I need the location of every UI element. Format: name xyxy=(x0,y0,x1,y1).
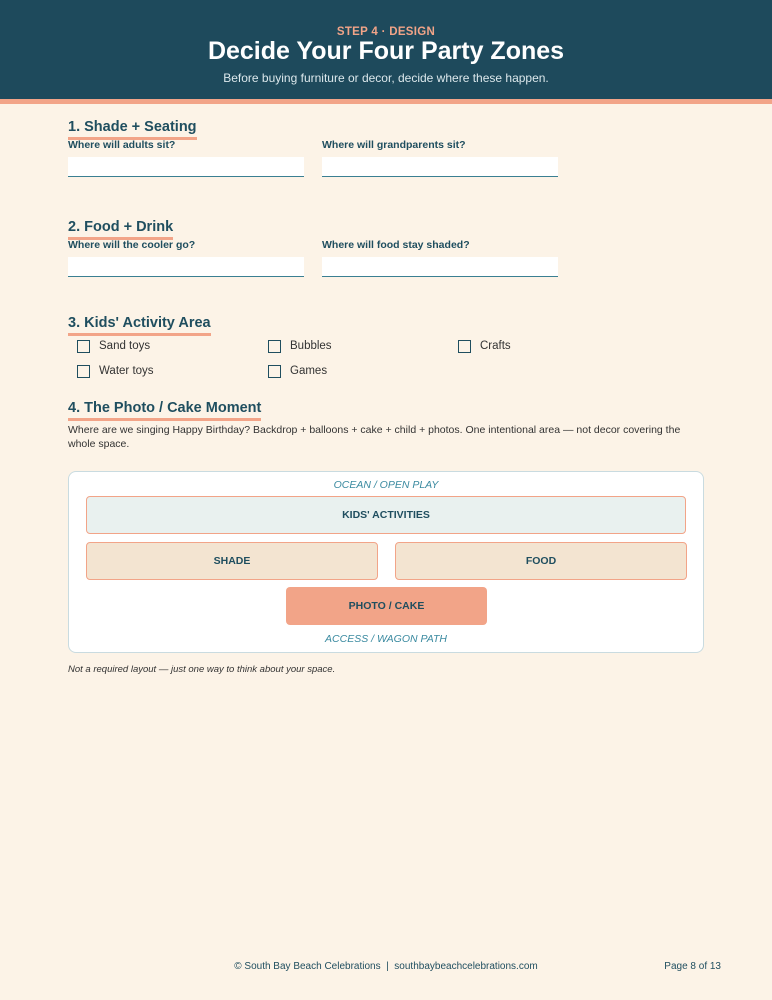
page-title: Decide Your Four Party Zones xyxy=(207,37,565,65)
grandparents-seating-input[interactable] xyxy=(322,157,558,177)
checkbox-square[interactable] xyxy=(268,365,281,378)
question-cooler-label: Where will the cooler go? xyxy=(68,239,196,251)
checkbox-square[interactable] xyxy=(77,365,90,378)
checkbox-square[interactable] xyxy=(458,340,471,353)
checkbox-crafts[interactable] xyxy=(458,338,511,354)
section-title-food: 2. Food + Drink xyxy=(68,219,173,240)
question-grandparents-label: Where will grandparents sit? xyxy=(322,139,466,151)
zone-photo-cake: PHOTO / CAKE xyxy=(286,587,487,625)
question-adults-label: Where will adults sit? xyxy=(68,139,176,151)
party-zone-diagram xyxy=(68,471,704,653)
cooler-location-input[interactable] xyxy=(68,257,304,277)
adults-seating-input[interactable] xyxy=(68,157,304,177)
zone-food: FOOD xyxy=(395,542,687,580)
diagram-bottom-caption: ACCESS / WAGON PATH xyxy=(325,633,447,645)
checkbox-label: Games xyxy=(290,365,328,377)
checkbox-square[interactable] xyxy=(268,340,281,353)
section-title-photo: 4. The Photo / Cake Moment xyxy=(68,400,261,421)
checkbox-square[interactable] xyxy=(77,340,90,353)
section-title-kids: 3. Kids' Activity Area xyxy=(68,315,211,336)
section-title-shade: 1. Shade + Seating xyxy=(68,119,197,140)
header-accent-bar xyxy=(0,99,772,104)
checkbox-label: Crafts xyxy=(480,340,511,352)
checkbox-water-toys[interactable] xyxy=(77,363,154,379)
food-shade-input[interactable] xyxy=(322,257,558,277)
checkbox-label: Water toys xyxy=(99,365,154,377)
page-number: Page 8 of 13 xyxy=(664,961,721,972)
page-subtitle: Before buying furniture or decor, decide where these happen. xyxy=(223,71,549,85)
layout-note: Not a required layout — just one way to think about your space. xyxy=(68,664,336,675)
checkbox-games[interactable] xyxy=(268,363,327,379)
diagram-top-caption: OCEAN / OPEN PLAY xyxy=(333,479,439,491)
checkbox-label: Bubbles xyxy=(290,340,332,352)
page-header xyxy=(0,0,772,99)
zone-kids-activities: KIDS' ACTIVITIES xyxy=(86,496,686,534)
checkbox-sand-toys[interactable] xyxy=(77,338,150,354)
step-label: STEP 4 · DESIGN xyxy=(336,26,436,38)
footer-copyright: © South Bay Beach Celebrations | southbaybeachcelebrations.com xyxy=(234,961,538,972)
photo-section-description: Where are we singing Happy Birthday? Backdrop + balloons + cake + child + photos. One intentional area — not decor covering the whole space. xyxy=(68,424,681,450)
checkbox-label: Sand toys xyxy=(99,340,151,352)
checkbox-bubbles[interactable] xyxy=(268,338,332,354)
question-food-shade-label: Where will food stay shaded? xyxy=(322,239,470,251)
zone-shade: SHADE xyxy=(86,542,378,580)
